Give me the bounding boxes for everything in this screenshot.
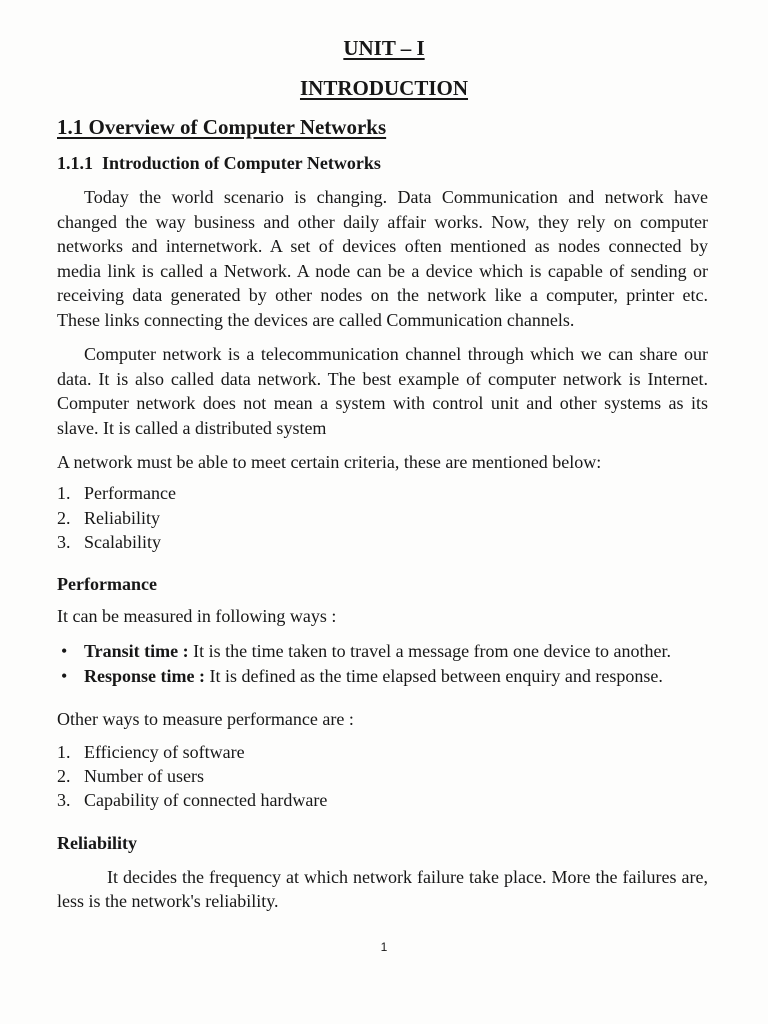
paragraph-line: Computer network is a telecommunication channel through which we can share our (84, 344, 708, 364)
list-item-text: Scalability (84, 532, 161, 552)
list-number: 3. (57, 790, 71, 810)
list-item (57, 764, 708, 788)
paragraph-line: networks and internetwork. A set of devices often mentioned as nodes connected by (57, 236, 708, 257)
paragraph-line: less is the network's reliability. (57, 891, 279, 911)
page-number: 1 (380, 940, 388, 954)
bullet-icon: • (61, 666, 68, 686)
criteria-list (57, 481, 708, 555)
unit-heading (0, 35, 768, 61)
list-number: 2. (57, 766, 71, 786)
intro-paragraph-2 (57, 342, 708, 440)
reliability-paragraph (57, 865, 708, 913)
list-number: 2. (57, 507, 71, 528)
list-item (57, 481, 708, 506)
paragraph-line: These links connecting the devices are called Communication channels. (57, 309, 575, 330)
list-number: 1. (57, 483, 71, 503)
list-item-text: Reliability (84, 507, 160, 528)
paragraph-line: media link is called a Network. A node can be a device which is capable of sending or (57, 260, 708, 281)
bullet-text: It is the time taken to travel a message from one device to another. (193, 641, 671, 661)
paragraph-line: It decides the frequency at which network failure take place. More the failures are, (107, 867, 708, 887)
intro-paragraph-1 (57, 185, 708, 333)
paragraph-line: data. It is also called data network. The best example of computer network is Internet. (57, 368, 708, 389)
subsection-heading (57, 151, 381, 175)
list-item-text: Efficiency of software (84, 742, 245, 762)
criteria-lead: A network must be able to meet certain criteria, these are mentioned below: (57, 452, 602, 472)
bullet-text: It is defined as the time elapsed between enquiry and response. (209, 666, 663, 686)
chapter-title (0, 75, 768, 101)
other-ways-list (57, 740, 708, 812)
bullet-item (57, 664, 708, 689)
unit-label: UNIT – I (343, 36, 425, 60)
paragraph-line: changed the way business and other daily affair works. Now, they rely on computer (57, 211, 708, 232)
paragraph-line: Computer network does not mean a system with control unit and other systems as its (57, 393, 708, 414)
performance-lead: It can be measured in following ways : (57, 606, 337, 626)
list-number: 1. (57, 742, 71, 762)
performance-bullets (57, 639, 708, 689)
subsection-title: Introduction of Computer Networks (102, 153, 381, 173)
bullet-term: Response time : (84, 666, 205, 686)
list-item-text: Number of users (84, 766, 204, 786)
bullet-term: Transit time : (84, 641, 189, 661)
paragraph-line: receiving data generated by other nodes on the network like a computer, printer etc. (57, 285, 708, 306)
list-number: 3. (57, 532, 71, 552)
section-heading (57, 114, 386, 140)
paragraph-line: Today the world scenario is changing. Data Communication and network have (84, 187, 708, 207)
list-item (57, 530, 708, 555)
list-item-text: Capability of connected hardware (84, 790, 328, 810)
other-ways-lead: Other ways to measure performance are : (57, 709, 354, 729)
bullet-icon: • (61, 641, 68, 661)
reliability-heading: Reliability (57, 833, 137, 853)
chapter-title-text: INTRODUCTION (299, 76, 469, 100)
section-heading-text: 1.1 Overview of Computer Networks (57, 115, 387, 139)
subsection-number: 1.1.1 (57, 153, 93, 173)
list-item (57, 788, 708, 812)
list-item (57, 506, 708, 531)
list-item (57, 740, 708, 764)
paragraph-line: slave. It is called a distributed system (57, 417, 327, 438)
bullet-item (57, 639, 708, 664)
list-item-text: Performance (84, 483, 176, 503)
performance-heading: Performance (57, 574, 157, 594)
